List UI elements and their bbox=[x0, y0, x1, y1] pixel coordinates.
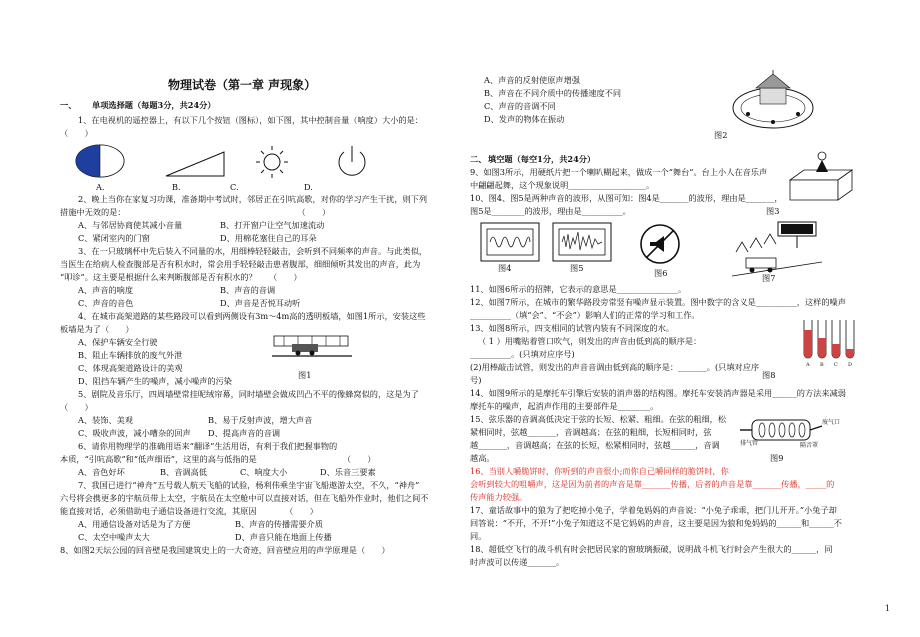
q1-icons-figure bbox=[74, 144, 414, 182]
tube-label-c: C bbox=[834, 362, 838, 368]
q2-line1: 2、晚上当你在家复习功课，准备期中考试时，邻居正在引吭高歌，对你的学习产生干扰，则下列 bbox=[78, 194, 428, 204]
figure7-caption: 图7 bbox=[762, 273, 776, 283]
q5-option-b: B、易于反射声波，增大声音 bbox=[208, 415, 313, 425]
q13-line3: __________。(只填对应序号) bbox=[470, 349, 575, 359]
q15-line3: 越_______，音调越高；在弦的长短，松紧相同时，弦越______，音调 bbox=[470, 440, 720, 450]
q4-option-b: B、阻止车辆排放的废气外泄 bbox=[78, 350, 183, 360]
test-tubes-figure bbox=[800, 318, 860, 368]
sun-brightness-icon bbox=[256, 146, 288, 178]
q1-label-b: B. bbox=[172, 182, 181, 192]
q4-option-c: C、体现高架道路设计的美观 bbox=[78, 363, 183, 373]
q14-line1: 14、如图9所示的是摩托车引擎后安装的消声器的结构图。摩托车安装消声器是采用______的方法来减弱 bbox=[470, 388, 846, 398]
page-title: 物理试卷（第一章 声现象） bbox=[168, 78, 317, 92]
q2-option-d: D、用棉花塞住自己的耳朵 bbox=[220, 233, 317, 243]
q1-label-d: D. bbox=[304, 182, 313, 192]
q6-option-c: C、响度大小 bbox=[240, 467, 288, 477]
figure4-caption: 图4 bbox=[498, 263, 512, 273]
section1-heading: 单项选择题（每题3分，共24分） bbox=[92, 100, 216, 110]
q4-option-d: D、阻挡车辆产生的噪声，减小噪声的污染 bbox=[78, 376, 232, 386]
q12-line2: __________（填“会”、“不会”）影响人们的正常的学习和工作。 bbox=[470, 310, 700, 320]
figure2-caption: 图2 bbox=[714, 130, 728, 140]
figure8-caption: 图8 bbox=[762, 370, 776, 380]
q8-option-b: B、声音在不同介质中的传播速度不同 bbox=[484, 88, 622, 98]
q7-option-c: C、太空中噪声太大 bbox=[78, 532, 150, 542]
q17-line3: 同。 bbox=[470, 531, 487, 541]
muffler-cover-label: 隔音罩 bbox=[800, 442, 819, 449]
q6-option-b: B、音调高低 bbox=[160, 467, 207, 477]
q1-label-c: C. bbox=[230, 182, 239, 192]
figure9-caption: 图9 bbox=[770, 453, 784, 463]
q15-line2: 紧相同时，弦越_______，音调越高；在弦的粗细，长短相同时，弦 bbox=[470, 427, 712, 437]
highway-barrier-figure bbox=[272, 334, 352, 358]
q3-option-d: D、声音是否悦耳动听 bbox=[220, 298, 301, 308]
q12-line1: 12、如图7所示，在城市的繁华路段旁常竖有噪声显示装置。图中数字的含义是__________，这样的噪声 bbox=[470, 297, 846, 307]
q11-line1: 11、如图6所示的招牌，它表示的意思是_______________。 bbox=[470, 284, 687, 294]
q9-line2: 中翩翩起舞，这个现象说明___________________。 bbox=[470, 180, 655, 190]
q16-line3: 传声能力较强。 bbox=[470, 492, 528, 502]
q5-option-a: A、装饰、美观 bbox=[78, 415, 134, 425]
q7-option-a: A、用通信设备对话是为了方便 bbox=[78, 519, 191, 529]
muffler-exhaust-label: 废气口 bbox=[822, 419, 841, 426]
echo-wall-figure bbox=[728, 70, 818, 132]
q7-option-b: B、声音的传播需要介质 bbox=[235, 519, 323, 529]
waveform-fig4 bbox=[480, 222, 540, 262]
q2-option-b: B、打开窗户让空气加速流动 bbox=[220, 220, 325, 230]
tube-label-a: A bbox=[806, 362, 810, 368]
q1-line2: （ ） bbox=[60, 128, 93, 138]
q7-line1: 7、我国已进行“神舟”五号载人航天飞船的试验，杨利伟乘坐宇宙飞船遨游太空，不久，“神舟” bbox=[78, 480, 420, 490]
q5-line1: 5、剧院及音乐厅，四周墙壁常挂呢绒帘幕，同时墙壁会做成凹凸不平的像蜂窝似的，这是为了 bbox=[78, 389, 419, 399]
q2-line2: 措施中无效的是： （ ） bbox=[60, 207, 331, 217]
q7-line3: 能直接对话，必须借助电子通信设备进行交流，其原因 （ ） bbox=[60, 506, 318, 516]
half-filled-circle-icon bbox=[76, 145, 124, 177]
muffler-pipe-label: 排气管 bbox=[740, 440, 759, 447]
q3-option-a: A、声音的响度 bbox=[78, 285, 134, 295]
q3-option-b: B、声音的音调 bbox=[220, 285, 276, 295]
q16-line2: 会听到较大的咀嚼声，这是因为前者的声音是靠_______传播，后者的声音是靠_______传播，_____的 bbox=[470, 479, 835, 489]
q8-option-d: D、发声的物体在振动 bbox=[484, 114, 565, 124]
page-number: 1 bbox=[884, 604, 890, 613]
q13-line1: 13、如图8所示，四支相同的试管内装有不同深度的水。 bbox=[470, 323, 674, 333]
figure3-caption: 图3 bbox=[766, 206, 780, 216]
section1-num: 一、 bbox=[60, 100, 77, 110]
section2-num: 二、 bbox=[470, 154, 487, 164]
q6-option-a: A、音色好坏 bbox=[78, 467, 125, 477]
triangle-volume-icon bbox=[166, 152, 224, 176]
waveform-fig5 bbox=[552, 222, 612, 262]
q13-line2: （ 1 ）用嘴贴着管口吹气，则发出的声音由低到高的顺序是： bbox=[478, 336, 702, 346]
section2-heading: 填空题（每空1分，共24分） bbox=[488, 154, 596, 164]
q5-option-d: D、提高声音的音调 bbox=[208, 428, 281, 438]
q14-line2: 摩托车的噪声，起消声作用的主要部件是________。 bbox=[470, 401, 659, 411]
q3-line2: 当医生在给病人检查腹部是否有积水时，常会用手轻轻敲击患者腹部，细细倾听其发出的声音，此为 bbox=[60, 259, 421, 269]
no-horn-sign-figure bbox=[638, 222, 682, 266]
q6-option-d: D、乐音三要素 bbox=[320, 467, 376, 477]
figure1-caption: 图1 bbox=[298, 370, 312, 380]
q2-option-c: C、紧闭室内的门窗 bbox=[78, 233, 150, 243]
power-icon bbox=[339, 146, 365, 175]
q8-option-a: A、声音的反射使原声增强 bbox=[484, 75, 580, 85]
q8-option-c: C、声音的音调不同 bbox=[484, 101, 556, 111]
q10-line2: 图5是________的波形，理由是__________。 bbox=[470, 206, 631, 216]
noise-display-figure bbox=[732, 218, 822, 280]
q13-line4: (2)用棒敲击试管，则发出的声音音调由低到高的顺序是：_______。(只填对应序 bbox=[470, 362, 760, 372]
q4-line2: 板墙是为了（ ） bbox=[60, 324, 134, 334]
q17-line1: 17、童话故事中的狼为了把吃掉小兔子，学着兔妈妈的声音说：“小兔子乖乖，把门儿开开。”小兔子却 bbox=[470, 505, 837, 515]
q4-line1: 4、在城市高架道路的某些路段可以看到两侧设有3m～4m高的透明板墙，如图1所示，安装这些 bbox=[78, 311, 426, 321]
q1-label-a: A. bbox=[96, 182, 105, 192]
q15-line4: 越高。 bbox=[470, 453, 495, 463]
q1-line1: 1、在电视机的遥控器上，有以下几个按钮（图标），如下图，其中控制音量（响度）大小的是： bbox=[78, 115, 423, 125]
q5-line2: （ ） bbox=[60, 402, 93, 412]
q7-option-d: D、声音只能在地面上传播 bbox=[235, 532, 332, 542]
paper-stage-figure bbox=[788, 150, 856, 204]
q3-option-c: C、声音的音色 bbox=[78, 298, 134, 308]
q3-line1: 3、在一只玻璃杯中先后装入不同量的水，用细棒轻轻敲击，会听到不同频率的声音。与此类似， bbox=[78, 246, 428, 256]
q18-line2: 时声波可以传递_______。 bbox=[470, 557, 565, 567]
q7-line2: 六号将会携更多的宇航员带上太空，宇航员在太空舱中可以直接对话，但在飞船外作业时，他们之间不 bbox=[60, 493, 429, 503]
q6-line2: 本质，“引吭高歌”和“低声细语”，这里的高与低指的是 （ ） bbox=[60, 454, 376, 464]
q3-line3: “叩诊”。这主要是根据什么来判断腹部是否有积水的？ （ ） bbox=[60, 272, 302, 282]
q4-option-a: A、保护车辆安全行驶 bbox=[78, 337, 158, 347]
q13-line5: 号) bbox=[470, 375, 482, 385]
tube-label-b: B bbox=[820, 362, 824, 368]
q10-line1: 10、图4、图5是两种声音的波形，从图可知：图4是_______的波形，理由是_______， bbox=[470, 193, 783, 203]
q15-line1: 15、弦乐器的音调高低决定于弦的长短、松紧、粗细。在弦的粗细，松 bbox=[470, 414, 727, 424]
q16-line1: 16、当别人嚼脆饼时，你听到的声音很小;而你自己嚼同样的脆饼时，你 bbox=[470, 466, 729, 476]
q17-line2: 回答说：“不开，不开!”小兔子知道这不是它妈妈的声音，这主要是因为狼和兔妈妈的______和______不 bbox=[470, 518, 842, 528]
q5-option-c: C、吸收声波，减小嘈杂的回声 bbox=[78, 428, 191, 438]
figure5-caption: 图5 bbox=[570, 263, 584, 273]
q8-line1: 8、如图2天坛公园的回音壁是我国建筑史上的一大奇迹，回音壁应用的声学原理是（ ） bbox=[60, 545, 390, 555]
q18-line1: 18、超低空飞行的战斗机有时会把居民家的窗玻璃振破，说明战斗机飞行时会产生很大的______，同 bbox=[470, 544, 833, 554]
figure6-caption: 图6 bbox=[654, 268, 668, 278]
q2-option-a: A、与邻居协商使其减小音量 bbox=[78, 220, 183, 230]
q6-line1: 6、请你用物理学的准确用语来“翻译”生活用语，有利于我们把握事物的 bbox=[78, 441, 338, 451]
tube-label-d: D bbox=[848, 362, 853, 368]
q9-line1: 9、如图3所示，用硬纸片把一个喇叭糊起来，做成一个“舞台”。台上小人在音乐声 bbox=[470, 167, 768, 177]
